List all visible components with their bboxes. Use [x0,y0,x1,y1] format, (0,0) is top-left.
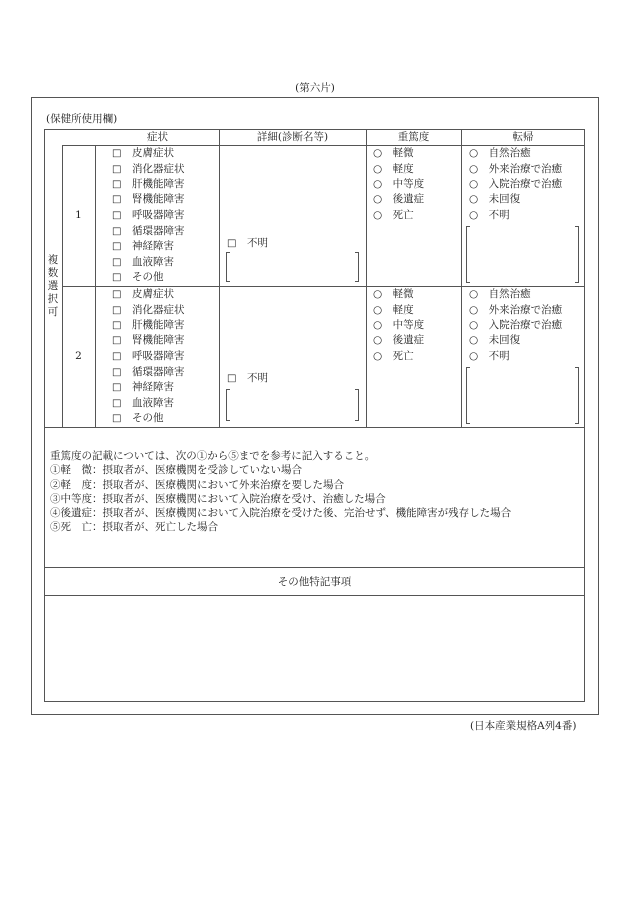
checkbox-icon: □ [112,226,122,237]
symptom-item[interactable]: □ 皮膚症状 [112,147,174,159]
notes-intro: 重篤度の記載については、次の①から⑤までを参考に記入すること。 [50,450,376,462]
radio-circle-icon: ○ [469,209,479,221]
outcome-option[interactable]: ○ 入院治療で治癒 [469,178,563,190]
radio-circle-icon: ○ [373,334,383,346]
checkbox-icon: □ [112,335,122,346]
symptom-item[interactable]: □ 肝機能障害 [112,319,185,331]
radio-circle-icon: ○ [373,193,383,205]
symptom-item[interactable]: □ 消化器症状 [112,163,185,175]
symptom-item[interactable]: □ 神経障害 [112,381,174,393]
outcome-option[interactable]: ○ 自然治癒 [469,288,531,300]
notes-item: ①軽 微：摂取者が、医療機関を受診していない場合 [50,464,302,476]
symptom-item[interactable]: □ 皮膚症状 [112,288,174,300]
radio-circle-icon: ○ [469,319,479,331]
checkbox-icon: □ [227,373,237,384]
detail-bracket-right [355,252,359,282]
outcome-bracket-left [466,226,470,283]
page-label: (第六片) [295,82,335,94]
radio-circle-icon: ○ [373,319,383,331]
checkbox-icon: □ [112,272,122,283]
symptom-item[interactable]: □ 肝機能障害 [112,178,185,190]
symptom-item[interactable]: □ 消化器症状 [112,304,185,316]
outcome-option[interactable]: ○ 入院治療で治癒 [469,319,563,331]
radio-circle-icon: ○ [469,147,479,159]
radio-circle-icon: ○ [469,178,479,190]
radio-circle-icon: ○ [469,193,479,205]
symptom-item[interactable]: □ 循環器障害 [112,366,185,378]
outcome-option[interactable]: ○ 外来治療で治癒 [469,304,563,316]
severity-option[interactable]: ○ 軽微 [373,288,414,300]
header-symptom: 症状 [147,131,168,143]
detail-unknown-option[interactable]: □ 不明 [227,237,268,249]
detail-bracket-left [226,252,230,282]
outcome-bracket-left [466,367,470,424]
detail-bracket-left [226,389,230,421]
rows-bottom-divider [44,427,585,428]
header-severity: 重篤度 [397,131,430,143]
detail-bracket-right [355,389,359,421]
radio-circle-icon: ○ [373,178,383,190]
header-divider [62,145,585,146]
symptom-item[interactable]: □ 血液障害 [112,256,174,268]
row-number: 2 [75,350,82,362]
symptom-item[interactable]: □ 呼吸器障害 [112,209,185,221]
severity-option[interactable]: ○ 軽度 [373,304,414,316]
symptom-item[interactable]: □ その他 [112,271,164,283]
symptom-item[interactable]: □ 循環器障害 [112,225,185,237]
checkbox-icon: □ [112,413,122,424]
radio-circle-icon: ○ [469,350,479,362]
symptom-item[interactable]: □ 呼吸器障害 [112,350,185,362]
col-line-symptom [219,129,220,427]
checkbox-icon: □ [112,382,122,393]
outcome-option[interactable]: ○ 自然治癒 [469,147,531,159]
outcome-option[interactable]: ○ 未回復 [469,334,521,346]
other-notes-title: その他特記事項 [277,576,352,588]
severity-option[interactable]: ○ 中等度 [373,178,425,190]
checkbox-icon: □ [112,241,122,252]
checkbox-icon: □ [112,320,122,331]
symptom-item[interactable]: □ その他 [112,412,164,424]
outcome-option[interactable]: ○ 不明 [469,350,510,362]
symptom-item[interactable]: □ 腎機能障害 [112,193,185,205]
severity-option[interactable]: ○ 軽度 [373,163,414,175]
multi-select-label: 複 数 選 択 可 [47,254,59,318]
outcome-bracket-right [575,367,579,424]
radio-circle-icon: ○ [373,350,383,362]
row-number: 1 [75,209,82,221]
checkbox-icon: □ [227,238,237,249]
severity-option[interactable]: ○ 後遺症 [373,193,425,205]
radio-circle-icon: ○ [469,334,479,346]
checkbox-icon: □ [112,367,122,378]
radio-circle-icon: ○ [469,163,479,175]
notes-bottom-divider [44,567,585,568]
severity-option[interactable]: ○ 中等度 [373,319,425,331]
checkbox-icon: □ [112,210,122,221]
radio-circle-icon: ○ [373,288,383,300]
col-line-multi [62,145,63,427]
checkbox-icon: □ [112,351,122,362]
outcome-option[interactable]: ○ 未回復 [469,193,521,205]
notes-item: ②軽 度：摂取者が、医療機関において外来治療を要した場合 [50,479,344,491]
checkbox-icon: □ [112,305,122,316]
severity-option[interactable]: ○ 軽微 [373,147,414,159]
outcome-bracket-right [575,226,579,283]
radio-circle-icon: ○ [469,304,479,316]
checkbox-icon: □ [112,257,122,268]
checkbox-icon: □ [112,148,122,159]
outcome-option[interactable]: ○ 不明 [469,209,510,221]
radio-circle-icon: ○ [469,288,479,300]
radio-circle-icon: ○ [373,209,383,221]
symptom-item[interactable]: □ 血液障害 [112,397,174,409]
section-label: (保健所使用欄) [46,113,118,125]
radio-circle-icon: ○ [373,147,383,159]
radio-circle-icon: ○ [373,304,383,316]
symptom-item[interactable]: □ 腎機能障害 [112,334,185,346]
checkbox-icon: □ [112,289,122,300]
notes-item: ④後遺症：摂取者が、医療機関において入院治療を受けた後、完治せず、機能障害が残存した場合 [50,507,512,519]
symptom-item[interactable]: □ 神経障害 [112,240,174,252]
detail-unknown-option[interactable]: □ 不明 [227,372,268,384]
severity-option[interactable]: ○ 死亡 [373,209,414,221]
col-line-severity [461,129,462,427]
checkbox-icon: □ [112,179,122,190]
notes-item: ⑤死 亡：摂取者が、死亡した場合 [50,521,218,533]
radio-circle-icon: ○ [373,163,383,175]
outcome-option[interactable]: ○ 外来治療で治癒 [469,163,563,175]
other-notes-area[interactable] [45,596,584,701]
header-detail: 詳細(診断名等) [256,131,329,143]
severity-option[interactable]: ○ 後遺症 [373,334,425,346]
footer-standard: (日本産業規格A列4番) [470,720,577,732]
header-outcome: 転帰 [512,131,534,143]
col-line-detail [366,129,367,427]
col-line-number [95,145,96,427]
checkbox-icon: □ [112,398,122,409]
checkbox-icon: □ [112,164,122,175]
severity-option[interactable]: ○ 死亡 [373,350,414,362]
notes-item: ③中等度：摂取者が、医療機関において入院治療を受け、治癒した場合 [50,493,386,505]
row-divider [62,286,585,287]
checkbox-icon: □ [112,194,122,205]
